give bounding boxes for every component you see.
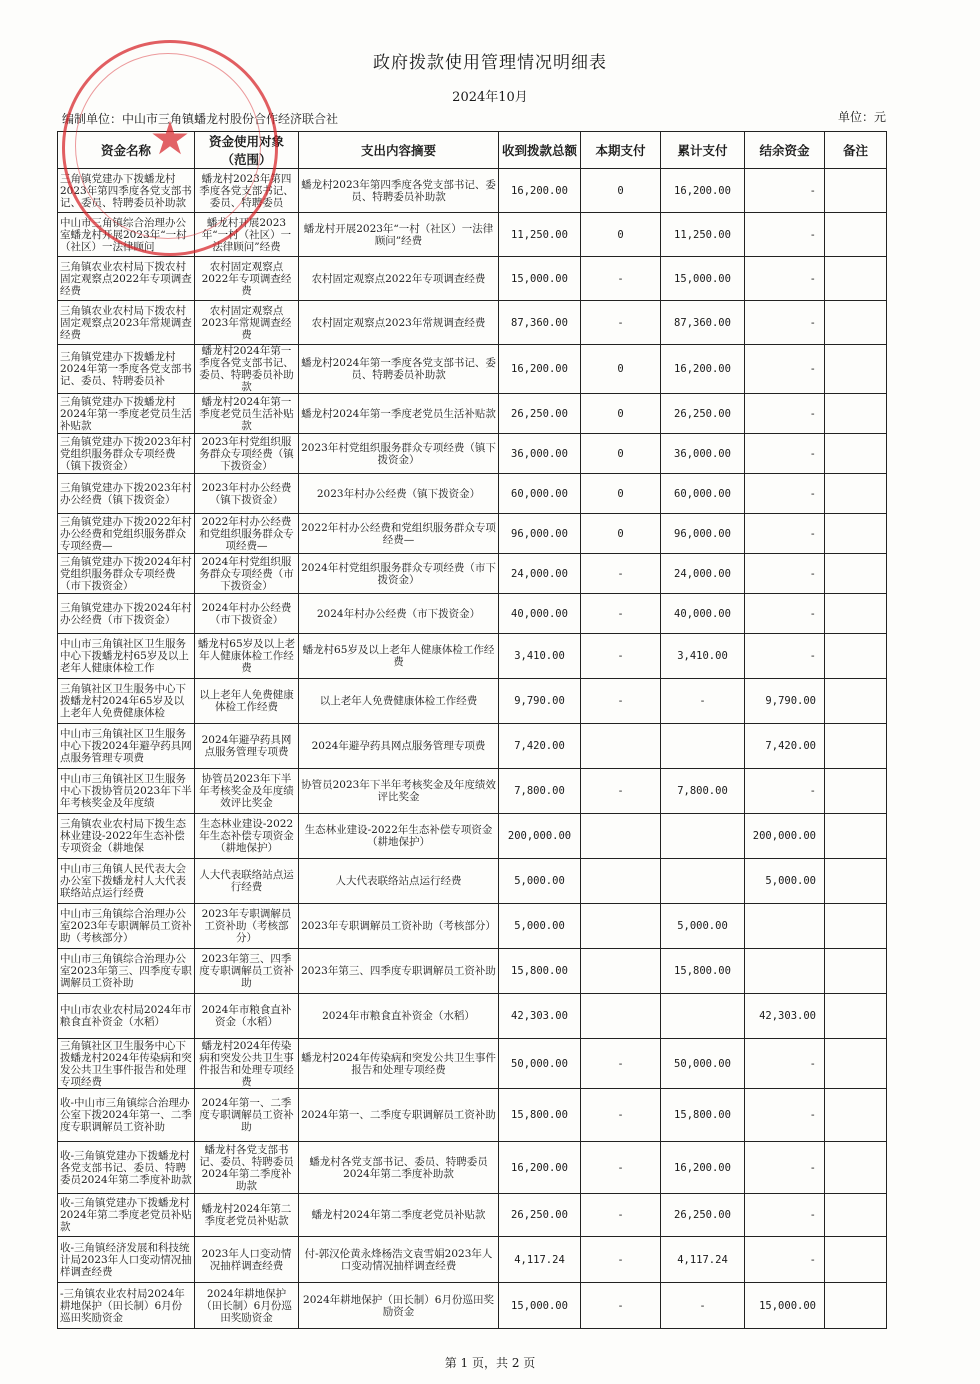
usage-scope-cell: 协管员2023年下半年考核奖金及年度绩效评比奖金 [195, 769, 299, 814]
cumulative-payment-cell: 60,000.00 [661, 474, 745, 514]
received-total-cell: 16,200.00 [499, 1142, 581, 1194]
balance-cell: - [745, 301, 825, 345]
remark-cell [825, 1237, 887, 1283]
fund-name-cell: 中山市三角镇社区卫生服务中心下拨蟠龙村65岁及以上老年人健康体检工作 [58, 634, 195, 679]
expense-summary-cell: 2023年村办公经费（镇下拨资金） [299, 474, 499, 514]
cumulative-payment-cell: 15,000.00 [661, 257, 745, 301]
remark-cell [825, 769, 887, 814]
fund-name-cell: 三角镇社区卫生服务中心下拨蟠龙村2024年65岁及以上老年人免费健康体检 [58, 679, 195, 724]
grant-usage-table [57, 131, 887, 1329]
expense-summary-cell: 以上老年人免费健康体检工作经费 [299, 679, 499, 724]
table-row [58, 1194, 887, 1237]
balance-cell: - [745, 1039, 825, 1089]
fund-name-cell: 三角镇农业农村局下拨生态林业建设-2022年生态补偿专项资金（耕地保 [58, 814, 195, 859]
table-row [58, 474, 887, 514]
remark-cell [825, 474, 887, 514]
table-row [58, 1237, 887, 1283]
cumulative-payment-cell: 4,117.24 [661, 1237, 745, 1283]
cumulative-payment-cell: 26,250.00 [661, 394, 745, 434]
table-row [58, 1142, 887, 1194]
cumulative-payment-cell: 36,000.00 [661, 434, 745, 474]
current-payment-cell: 0 [581, 434, 661, 474]
received-total-cell: 96,000.00 [499, 514, 581, 554]
balance-cell: - [745, 257, 825, 301]
remark-cell [825, 213, 887, 257]
expense-summary-cell: 人大代表联络站点运行经费 [299, 859, 499, 904]
usage-scope-cell: 蟠龙村2024年第一季度各党支部书记、委员、特聘委员补助款 [195, 345, 299, 394]
cumulative-payment-cell: 7,800.00 [661, 769, 745, 814]
expense-summary-cell: 2024年村办公经费（市下拨资金） [299, 594, 499, 634]
table-row [58, 1039, 887, 1089]
usage-scope-cell: 2023年人口变动情况抽样调查经费 [195, 1237, 299, 1283]
current-payment-cell: - [581, 634, 661, 679]
received-total-cell: 50,000.00 [499, 1039, 581, 1089]
cumulative-payment-cell: 24,000.00 [661, 554, 745, 594]
received-total-cell: 16,200.00 [499, 345, 581, 394]
current-payment-cell: - [581, 1237, 661, 1283]
fund-name-cell: 三角镇农业农村局下拨农村固定观察点2023年常规调查经费 [58, 301, 195, 345]
table-row [58, 394, 887, 434]
usage-scope-cell: 2024年市粮食直补资金（水稻） [195, 994, 299, 1039]
fund-name-cell: 三角镇党建办下拨2024年村党组织服务群众专项经费（市下拨资金） [58, 554, 195, 594]
remark-cell [825, 679, 887, 724]
cumulative-payment-cell: 50,000.00 [661, 1039, 745, 1089]
received-total-cell: 3,410.00 [499, 634, 581, 679]
remark-cell [825, 514, 887, 554]
received-total-cell: 87,360.00 [499, 301, 581, 345]
expense-summary-cell: 蟠龙村2024年传染病和突发公共卫生事件报告和处理专项经费 [299, 1039, 499, 1089]
current-payment-cell: 0 [581, 345, 661, 394]
received-total-cell: 5,000.00 [499, 904, 581, 949]
usage-scope-cell: 2023年第三、四季度专职调解员工资补助 [195, 949, 299, 994]
remark-cell [825, 814, 887, 859]
table-row [58, 769, 887, 814]
received-total-cell: 26,250.00 [499, 394, 581, 434]
usage-scope-cell: 蟠龙村2024年第二季度老党员补贴款 [195, 1194, 299, 1237]
current-payment-cell [581, 814, 661, 859]
current-payment-cell: 0 [581, 213, 661, 257]
balance-cell: - [745, 1194, 825, 1237]
cumulative-payment-cell: 40,000.00 [661, 594, 745, 634]
cumulative-payment-cell: 15,800.00 [661, 1089, 745, 1142]
expense-summary-cell: 2024年耕地保护（田长制）6月份巡田奖励资金 [299, 1283, 499, 1329]
balance-cell: 9,790.00 [745, 679, 825, 724]
cumulative-payment-cell: 26,250.00 [661, 1194, 745, 1237]
current-payment-cell: - [581, 257, 661, 301]
received-total-cell: 4,117.24 [499, 1237, 581, 1283]
usage-scope-cell: 蟠龙村65岁及以上老年人健康体检工作经费 [195, 634, 299, 679]
cumulative-payment-cell [661, 724, 745, 769]
remark-cell [825, 345, 887, 394]
received-total-cell: 42,303.00 [499, 994, 581, 1039]
current-payment-cell [581, 904, 661, 949]
balance-cell: - [745, 554, 825, 594]
expense-summary-cell: 2022年村办公经费和党组织服务群众专项经费— [299, 514, 499, 554]
table-row [58, 1283, 887, 1329]
cumulative-payment-cell: - [661, 679, 745, 724]
table-row [58, 859, 887, 904]
column-header: 资金使用对象（范围） [195, 132, 299, 169]
remark-cell [825, 554, 887, 594]
received-total-cell: 9,790.00 [499, 679, 581, 724]
usage-scope-cell: 农村固定观察点2022年专项调查经费 [195, 257, 299, 301]
remark-cell [825, 1089, 887, 1142]
usage-scope-cell: 以上老年人免费健康体检工作经费 [195, 679, 299, 724]
table-header-row [58, 132, 887, 169]
current-payment-cell: 0 [581, 394, 661, 434]
remark-cell [825, 1194, 887, 1237]
fund-name-cell: 三角镇社区卫生服务中心下拨蟠龙村2024年传染病和突发公共卫生事件报告和处理专项经费 [58, 1039, 195, 1089]
remark-cell [825, 724, 887, 769]
column-header: 备注 [825, 132, 887, 169]
usage-scope-cell: 蟠龙村2024年传染病和突发公共卫生事件报告和处理专项经费 [195, 1039, 299, 1089]
fund-name-cell: 中山市三角镇人民代表大会办公室下拨蟠龙村人大代表联络站点运行经费 [58, 859, 195, 904]
current-payment-cell: 0 [581, 474, 661, 514]
expense-summary-cell: 蟠龙村各党支部书记、委员、特聘委员2024年第二季度补助款 [299, 1142, 499, 1194]
current-payment-cell: 0 [581, 169, 661, 213]
fund-name-cell: 三角镇党建办下拨2024年村办公经费（市下拨资金） [58, 594, 195, 634]
remark-cell [825, 257, 887, 301]
balance-cell: - [745, 434, 825, 474]
cumulative-payment-cell: 3,410.00 [661, 634, 745, 679]
expense-summary-cell: 蟠龙村2024年第二季度老党员补贴款 [299, 1194, 499, 1237]
balance-cell: - [745, 169, 825, 213]
fund-name-cell: 三角镇党建办下拨蟠龙村2024年第一季度各党支部书记、委员、特聘委员补 [58, 345, 195, 394]
table-row [58, 594, 887, 634]
fund-name-cell: -三角镇农业农村局2024年耕地保护（田长制）6月份巡田奖励资金 [58, 1283, 195, 1329]
table-row [58, 679, 887, 724]
cumulative-payment-cell: 87,360.00 [661, 301, 745, 345]
usage-scope-cell: 蟠龙村2023年第四季度各党支部书记、委员、特聘委员 [195, 169, 299, 213]
fund-name-cell: 中山市三角镇综合治理办公室2023年专职调解员工资补助（考核部分） [58, 904, 195, 949]
remark-cell [825, 594, 887, 634]
usage-scope-cell: 农村固定观察点2023年常规调查经费 [195, 301, 299, 345]
expense-summary-cell: 付-郭汉伦黄永烽杨浩文袁雪娟2023年人口变动情况抽样调查经费 [299, 1237, 499, 1283]
seal-star-icon: ★ [149, 111, 191, 165]
received-total-cell: 60,000.00 [499, 474, 581, 514]
expense-summary-cell: 蟠龙村65岁及以上老年人健康体检工作经费 [299, 634, 499, 679]
received-total-cell: 7,420.00 [499, 724, 581, 769]
usage-scope-cell: 蟠龙村2024年第一季度老党员生活补贴款 [195, 394, 299, 434]
received-total-cell: 26,250.00 [499, 1194, 581, 1237]
table-row [58, 904, 887, 949]
expense-summary-cell: 协管员2023年下半年考核奖金及年度绩效评比奖金 [299, 769, 499, 814]
usage-scope-cell: 2024年避孕药具网点服务管理专项费 [195, 724, 299, 769]
balance-cell: 200,000.00 [745, 814, 825, 859]
table-row [58, 724, 887, 769]
remark-cell [825, 169, 887, 213]
fund-name-cell: 收-三角镇党建办下拨蟠龙村2024年第二季度老党员补贴款 [58, 1194, 195, 1237]
cumulative-payment-cell [661, 859, 745, 904]
table-row [58, 554, 887, 594]
current-payment-cell: - [581, 1089, 661, 1142]
remark-cell [825, 994, 887, 1039]
fund-name-cell: 中山市三角镇社区卫生服务中心下拨协管员2023年下半年考核奖金及年度绩 [58, 769, 195, 814]
received-total-cell: 200,000.00 [499, 814, 581, 859]
remark-cell [825, 434, 887, 474]
fund-name-cell: 三角镇党建办下拨2023年村办公经费（镇下拨资金） [58, 474, 195, 514]
column-header: 本期支付 [581, 132, 661, 169]
usage-scope-cell: 2022年村办公经费和党组织服务群众专项经费— [195, 514, 299, 554]
column-header: 结余资金 [745, 132, 825, 169]
current-payment-cell: - [581, 1039, 661, 1089]
cumulative-payment-cell: - [661, 1283, 745, 1329]
fund-name-cell: 三角镇党建办下拨2022年村办公经费和党组织服务群众专项经费— [58, 514, 195, 554]
received-total-cell: 7,800.00 [499, 769, 581, 814]
balance-cell: - [745, 213, 825, 257]
remark-cell [825, 859, 887, 904]
expense-summary-cell: 农村固定观察点2023年常规调查经费 [299, 301, 499, 345]
usage-scope-cell: 蟠龙村各党支部书记、委员、特聘委员2024年第二季度补助款 [195, 1142, 299, 1194]
expense-summary-cell: 蟠龙村2024年第一季度老党员生活补贴款 [299, 394, 499, 434]
balance-cell: - [745, 1089, 825, 1142]
usage-scope-cell: 2023年村办公经费（镇下拨资金） [195, 474, 299, 514]
current-payment-cell: - [581, 1142, 661, 1194]
usage-scope-cell: 2024年村办公经费（市下拨资金） [195, 594, 299, 634]
current-payment-cell: - [581, 679, 661, 724]
balance-cell: 5,000.00 [745, 859, 825, 904]
balance-cell: - [745, 514, 825, 554]
remark-cell [825, 1142, 887, 1194]
balance-cell: 42,303.00 [745, 994, 825, 1039]
fund-name-cell: 三角镇党建办下拨2023年村党组织服务群众专项经费（镇下拨资金） [58, 434, 195, 474]
balance-cell: - [745, 1142, 825, 1194]
received-total-cell: 36,000.00 [499, 434, 581, 474]
expense-summary-cell: 2023年村党组织服务群众专项经费（镇下拨资金） [299, 434, 499, 474]
expense-summary-cell: 2024年避孕药具网点服务管理专项费 [299, 724, 499, 769]
current-payment-cell: - [581, 554, 661, 594]
usage-scope-cell: 生态林业建设-2022年生态补偿专项资金（耕地保护） [195, 814, 299, 859]
table-row [58, 814, 887, 859]
fund-name-cell: 三角镇党建办下拨蟠龙村2024年第一季度老党员生活补贴款 [58, 394, 195, 434]
usage-scope-cell: 2023年村党组织服务群众专项经费（镇下拨资金） [195, 434, 299, 474]
fund-name-cell: 三角镇农业农村局下拨农村固定观察点2022年专项调查经费 [58, 257, 195, 301]
table-row [58, 994, 887, 1039]
usage-scope-cell: 人大代表联络站点运行经费 [195, 859, 299, 904]
cumulative-payment-cell: 96,000.00 [661, 514, 745, 554]
balance-cell [745, 949, 825, 994]
current-payment-cell: - [581, 1194, 661, 1237]
usage-scope-cell: 2024年第一、二季度专职调解员工资补助 [195, 1089, 299, 1142]
received-total-cell: 5,000.00 [499, 859, 581, 904]
received-total-cell: 16,200.00 [499, 169, 581, 213]
balance-cell: 7,420.00 [745, 724, 825, 769]
balance-cell: 15,000.00 [745, 1283, 825, 1329]
received-total-cell: 11,250.00 [499, 213, 581, 257]
current-payment-cell: - [581, 594, 661, 634]
expense-summary-cell: 2024年市粮食直补资金（水稻） [299, 994, 499, 1039]
fund-name-cell: 中山市三角镇社区卫生服务中心下拨2024年避孕药具网点服务管理专项费 [58, 724, 195, 769]
received-total-cell: 15,800.00 [499, 1089, 581, 1142]
remark-cell [825, 1039, 887, 1089]
cumulative-payment-cell: 16,200.00 [661, 1142, 745, 1194]
cumulative-payment-cell: 11,250.00 [661, 213, 745, 257]
received-total-cell: 15,000.00 [499, 257, 581, 301]
table-row [58, 434, 887, 474]
usage-scope-cell: 蟠龙村开展2023年“一村（社区）一法律顾问”经费 [195, 213, 299, 257]
fund-name-cell: 收-三角镇党建办下拨蟠龙村各党支部书记、委员、特聘委员2024年第二季度补助款 [58, 1142, 195, 1194]
balance-cell: - [745, 345, 825, 394]
usage-scope-cell: 2024年村党组织服务群众专项经费（市下拨资金） [195, 554, 299, 594]
fund-name-cell: 中山市农业农村局2024年市粮食直补资金（水稻） [58, 994, 195, 1039]
current-payment-cell: 0 [581, 514, 661, 554]
expense-summary-cell: 2024年第一、二季度专职调解员工资补助 [299, 1089, 499, 1142]
received-total-cell: 15,000.00 [499, 1283, 581, 1329]
column-header: 收到拨款总额 [499, 132, 581, 169]
current-payment-cell: - [581, 1283, 661, 1329]
fund-name-cell: 中山市三角镇综合治理办公室2023年第三、四季度专职调解员工资补助 [58, 949, 195, 994]
table-row [58, 1089, 887, 1142]
cumulative-payment-cell: 5,000.00 [661, 904, 745, 949]
expense-summary-cell: 蟠龙村2023年第四季度各党支部书记、委员、特聘委员补助款 [299, 169, 499, 213]
expense-summary-cell: 蟠龙村开展2023年“一村（社区）一法律顾问”经费 [299, 213, 499, 257]
balance-cell [745, 904, 825, 949]
cumulative-payment-cell: 15,800.00 [661, 949, 745, 994]
table-row [58, 949, 887, 994]
current-payment-cell: - [581, 769, 661, 814]
expense-summary-cell: 2024年村党组织服务群众专项经费（市下拨资金） [299, 554, 499, 594]
remark-cell [825, 949, 887, 994]
table-row [58, 634, 887, 679]
current-payment-cell [581, 994, 661, 1039]
received-total-cell: 24,000.00 [499, 554, 581, 594]
expense-summary-cell: 2023年第三、四季度专职调解员工资补助 [299, 949, 499, 994]
remark-cell [825, 301, 887, 345]
page-number: 第 1 页，共 2 页 [444, 1356, 536, 1370]
current-payment-cell: - [581, 301, 661, 345]
balance-cell: - [745, 394, 825, 434]
fund-name-cell: 收-中山市三角镇综合治理办公室下拨2024年第一、二季度专职调解员工资补助 [58, 1089, 195, 1142]
table-row [58, 514, 887, 554]
remark-cell [825, 634, 887, 679]
report-period: 2024年10月 [452, 90, 528, 105]
current-payment-cell [581, 859, 661, 904]
cumulative-payment-cell [661, 814, 745, 859]
balance-cell: - [745, 474, 825, 514]
expense-summary-cell: 蟠龙村2024年第一季度各党支部书记、委员、特聘委员补助款 [299, 345, 499, 394]
fund-name-cell: 三角镇党建办下拨蟠龙村2023年第四季度各党支部书记、委员、特聘委员补助款 [58, 169, 195, 213]
column-header: 支出内容摘要 [299, 132, 499, 169]
currency-unit: 单位：元 [838, 110, 887, 124]
received-total-cell: 40,000.00 [499, 594, 581, 634]
cumulative-payment-cell: 16,200.00 [661, 345, 745, 394]
table-row [58, 301, 887, 345]
column-header: 资金名称 [58, 132, 195, 169]
expense-summary-cell: 2023年专职调解员工资补助（考核部分） [299, 904, 499, 949]
fund-name-cell: 中山市三角镇综合治理办公室蟠龙村开展2023年“一村（社区）一法律顾问 [58, 213, 195, 257]
remark-cell [825, 394, 887, 434]
table-row [58, 169, 887, 213]
table-row [58, 345, 887, 394]
fund-name-cell: 收-三角镇经济发展和科技统计局2023年人口变动情况抽样调查经费 [58, 1237, 195, 1283]
balance-cell: - [745, 1237, 825, 1283]
page-title: 政府拨款使用管理情况明细表 [373, 53, 607, 73]
expense-summary-cell: 生态林业建设-2022年生态补偿专项资金（耕地保护） [299, 814, 499, 859]
remark-cell [825, 1283, 887, 1329]
received-total-cell: 15,800.00 [499, 949, 581, 994]
usage-scope-cell: 2024年耕地保护（田长制）6月份巡田奖励资金 [195, 1283, 299, 1329]
compiling-unit: 编制单位：中山市三角镇蟠龙村股份合作经济联合社 [62, 112, 339, 126]
balance-cell: - [745, 634, 825, 679]
usage-scope-cell: 2023年专职调解员工资补助（考核部分） [195, 904, 299, 949]
cumulative-payment-cell [661, 994, 745, 1039]
expense-summary-cell: 农村固定观察点2022年专项调查经费 [299, 257, 499, 301]
table-row [58, 257, 887, 301]
balance-cell: - [745, 769, 825, 814]
current-payment-cell [581, 949, 661, 994]
column-header: 累计支付 [661, 132, 745, 169]
current-payment-cell [581, 724, 661, 769]
remark-cell [825, 904, 887, 949]
table-row [58, 213, 887, 257]
balance-cell: - [745, 594, 825, 634]
cumulative-payment-cell: 16,200.00 [661, 169, 745, 213]
